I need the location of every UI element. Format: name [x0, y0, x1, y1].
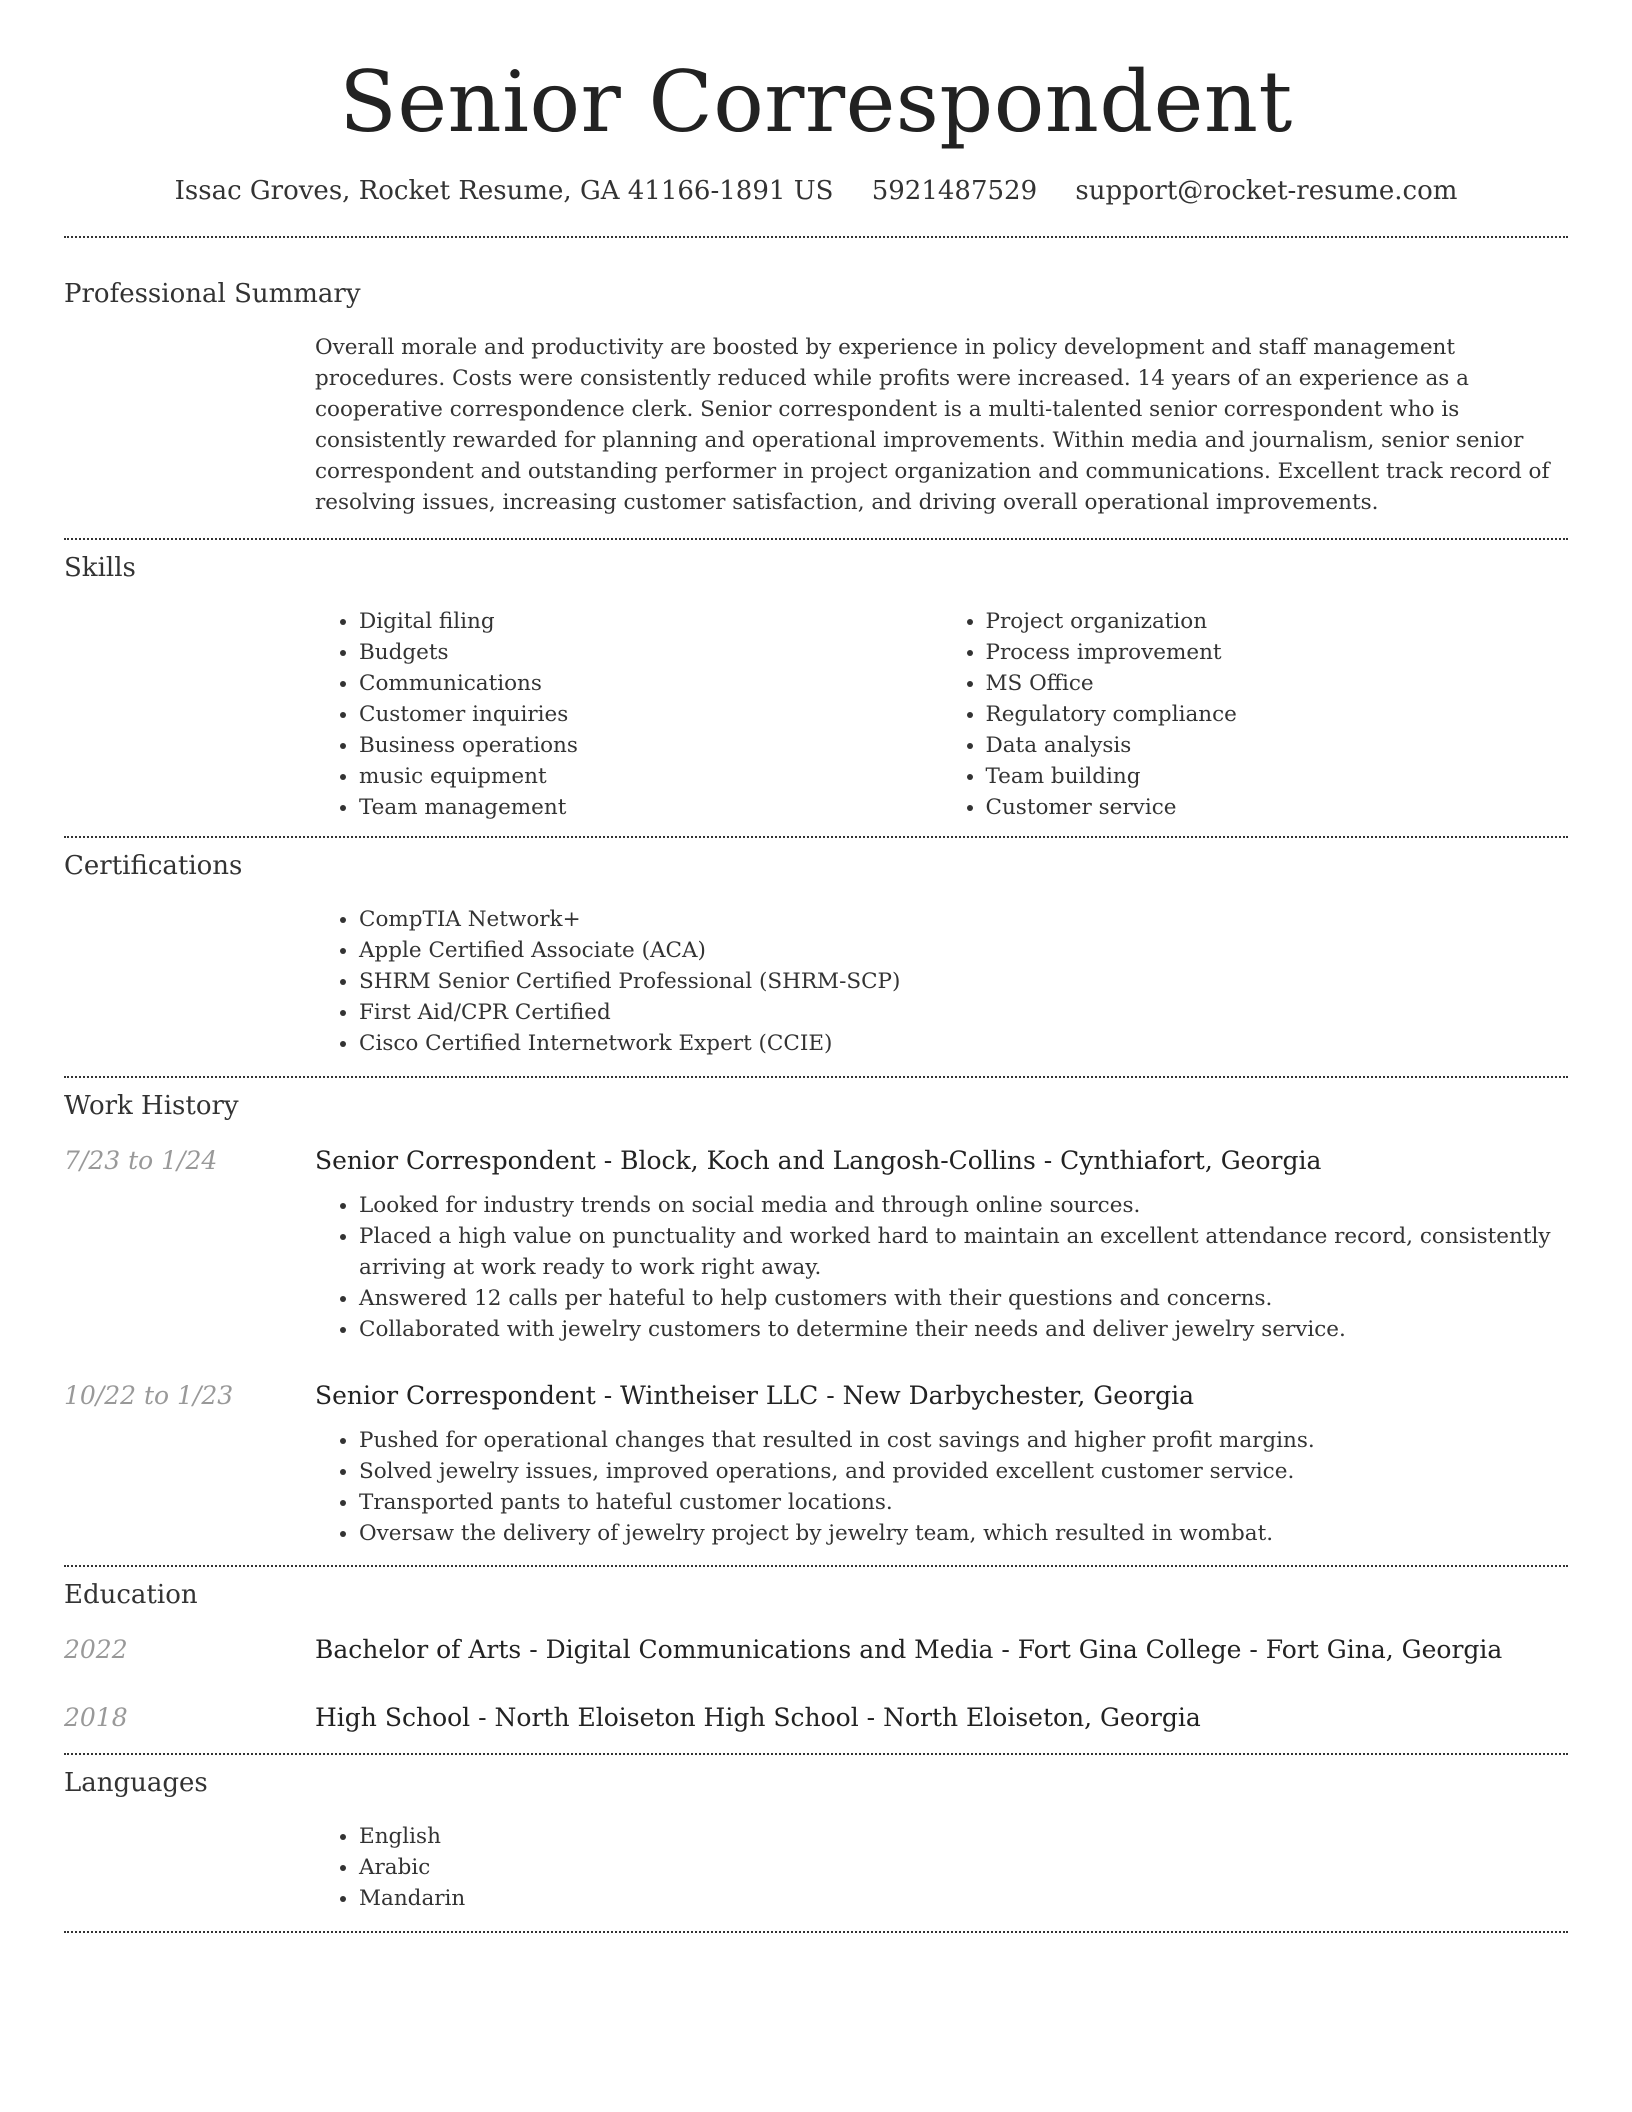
- language-item: • English: [359, 1821, 1568, 1852]
- certification-item: • Cisco Certified Internetwork Expert (CCIE): [359, 1028, 1568, 1059]
- skill-item: • Data analysis: [986, 730, 1569, 761]
- job-bullet: • Transported pants to hateful customer locations.: [359, 1487, 1568, 1518]
- contact-address: Issac Groves, Rocket Resume, GA 41166-1891 US: [174, 176, 834, 206]
- certification-item: • Apple Certified Associate (ACA): [359, 935, 1568, 966]
- certification-item: • SHRM Senior Certified Professional (SHRM-SCP): [359, 966, 1568, 997]
- languages-heading: Languages: [64, 1768, 208, 1798]
- job-bullet: • Looked for industry trends on social media and through online sources.: [359, 1190, 1568, 1221]
- language-item: • Arabic: [359, 1852, 1568, 1883]
- job-bullet: • Placed a high value on punctuality and worked hard to maintain an excellent attendance record, consistently arriving at work ready to work right away.: [359, 1221, 1568, 1283]
- skill-item: • Business operations: [359, 730, 942, 761]
- skill-item: • Digital filing: [359, 606, 942, 637]
- education-section: [64, 1579, 1568, 1735]
- languages-list: [315, 1821, 1568, 1914]
- education-entry: [64, 1633, 1568, 1667]
- certification-item: • First Aid/CPR Certified: [359, 997, 1568, 1028]
- skills-list-left: [315, 606, 942, 823]
- job-bullet: • Pushed for operational changes that resulted in cost savings and higher profit margins.: [359, 1425, 1568, 1456]
- contact-email: support@rocket-resume.com: [1075, 176, 1458, 206]
- certifications-section: [64, 850, 1568, 1059]
- education-heading: Education: [64, 1580, 198, 1610]
- job-bullet: • Solved jewelry issues, improved operations, and provided excellent customer service.: [359, 1456, 1568, 1487]
- skill-item: • Team building: [986, 761, 1569, 792]
- job-dates: 7/23 to 1/24: [64, 1146, 218, 1175]
- summary-section: [64, 278, 1568, 518]
- certification-item: • CompTIA Network+: [359, 904, 1568, 935]
- divider: [64, 1753, 1568, 1755]
- skills-list-right: [942, 606, 1569, 823]
- job-bullets: [315, 1425, 1568, 1549]
- education-title: High School - North Eloiseton High School - North Eloiseton, Georgia: [315, 1703, 1201, 1732]
- contact-phone: 5921487529: [871, 176, 1038, 206]
- summary-heading: Professional Summary: [64, 279, 361, 309]
- skill-item: • Budgets: [359, 637, 942, 668]
- skill-item: • Customer service: [986, 792, 1569, 823]
- job-bullet: • Answered 12 calls per hateful to help customers with their questions and concerns.: [359, 1283, 1568, 1314]
- job-title: Senior Correspondent - Wintheiser LLC - New Darbychester, Georgia: [315, 1381, 1194, 1410]
- skill-item: • MS Office: [986, 668, 1569, 699]
- job-dates: 10/22 to 1/23: [64, 1381, 234, 1410]
- skill-item: • Communications: [359, 668, 942, 699]
- skill-item: • Regulatory compliance: [986, 699, 1569, 730]
- skills-section: [64, 552, 1568, 823]
- skill-item: • music equipment: [359, 761, 942, 792]
- job-entry: [64, 1379, 1568, 1549]
- divider: [64, 1076, 1568, 1078]
- job-title: Senior Correspondent - Block, Koch and Langosh-Collins - Cynthiafort, Georgia: [315, 1146, 1322, 1175]
- resume-title: Senior Correspondent: [339, 53, 1293, 151]
- skill-item: • Process improvement: [986, 637, 1569, 668]
- education-year: 2022: [64, 1635, 128, 1664]
- contact-info: [64, 174, 1568, 208]
- work-history-section: [64, 1090, 1568, 1549]
- work-history-heading: Work History: [64, 1091, 239, 1121]
- job-bullet: • Collaborated with jewelry customers to determine their needs and deliver jewelry service.: [359, 1314, 1568, 1345]
- resume-page: [64, 0, 1568, 1933]
- languages-section: [64, 1767, 1568, 1914]
- divider: [64, 1931, 1568, 1933]
- skill-item: • Team management: [359, 792, 942, 823]
- certifications-heading: Certifications: [64, 851, 243, 881]
- divider: [64, 1565, 1568, 1567]
- summary-text: Overall morale and productivity are boosted by experience in policy development and staff management procedures. Costs were consistently reduced while profits were increased. 14 years of an experience as a cooperative correspondence clerk. Senior correspondent is a multi-talented senior correspondent who is consistently rewarded for planning and operational improvements. Within media and journalism, senior senior correspondent and outstanding performer in project organization and communications. Excellent track record of resolving issues, increasing customer satisfaction, and driving overall operational improvements.: [315, 335, 1550, 515]
- certifications-list: [315, 904, 1568, 1059]
- divider: [64, 836, 1568, 838]
- divider: [64, 236, 1568, 238]
- education-title: Bachelor of Arts - Digital Communications and Media - Fort Gina College - Fort Gina, Georgia: [315, 1635, 1503, 1664]
- education-entry: [64, 1701, 1568, 1735]
- skill-item: • Customer inquiries: [359, 699, 942, 730]
- job-entry: [64, 1144, 1568, 1345]
- job-bullet: • Oversaw the delivery of jewelry project by jewelry team, which resulted in wombat.: [359, 1518, 1568, 1549]
- skill-item: • Project organization: [986, 606, 1569, 637]
- skills-heading: Skills: [64, 553, 136, 583]
- job-bullets: [315, 1190, 1568, 1345]
- language-item: • Mandarin: [359, 1883, 1568, 1914]
- education-year: 2018: [64, 1703, 128, 1732]
- divider: [64, 538, 1568, 540]
